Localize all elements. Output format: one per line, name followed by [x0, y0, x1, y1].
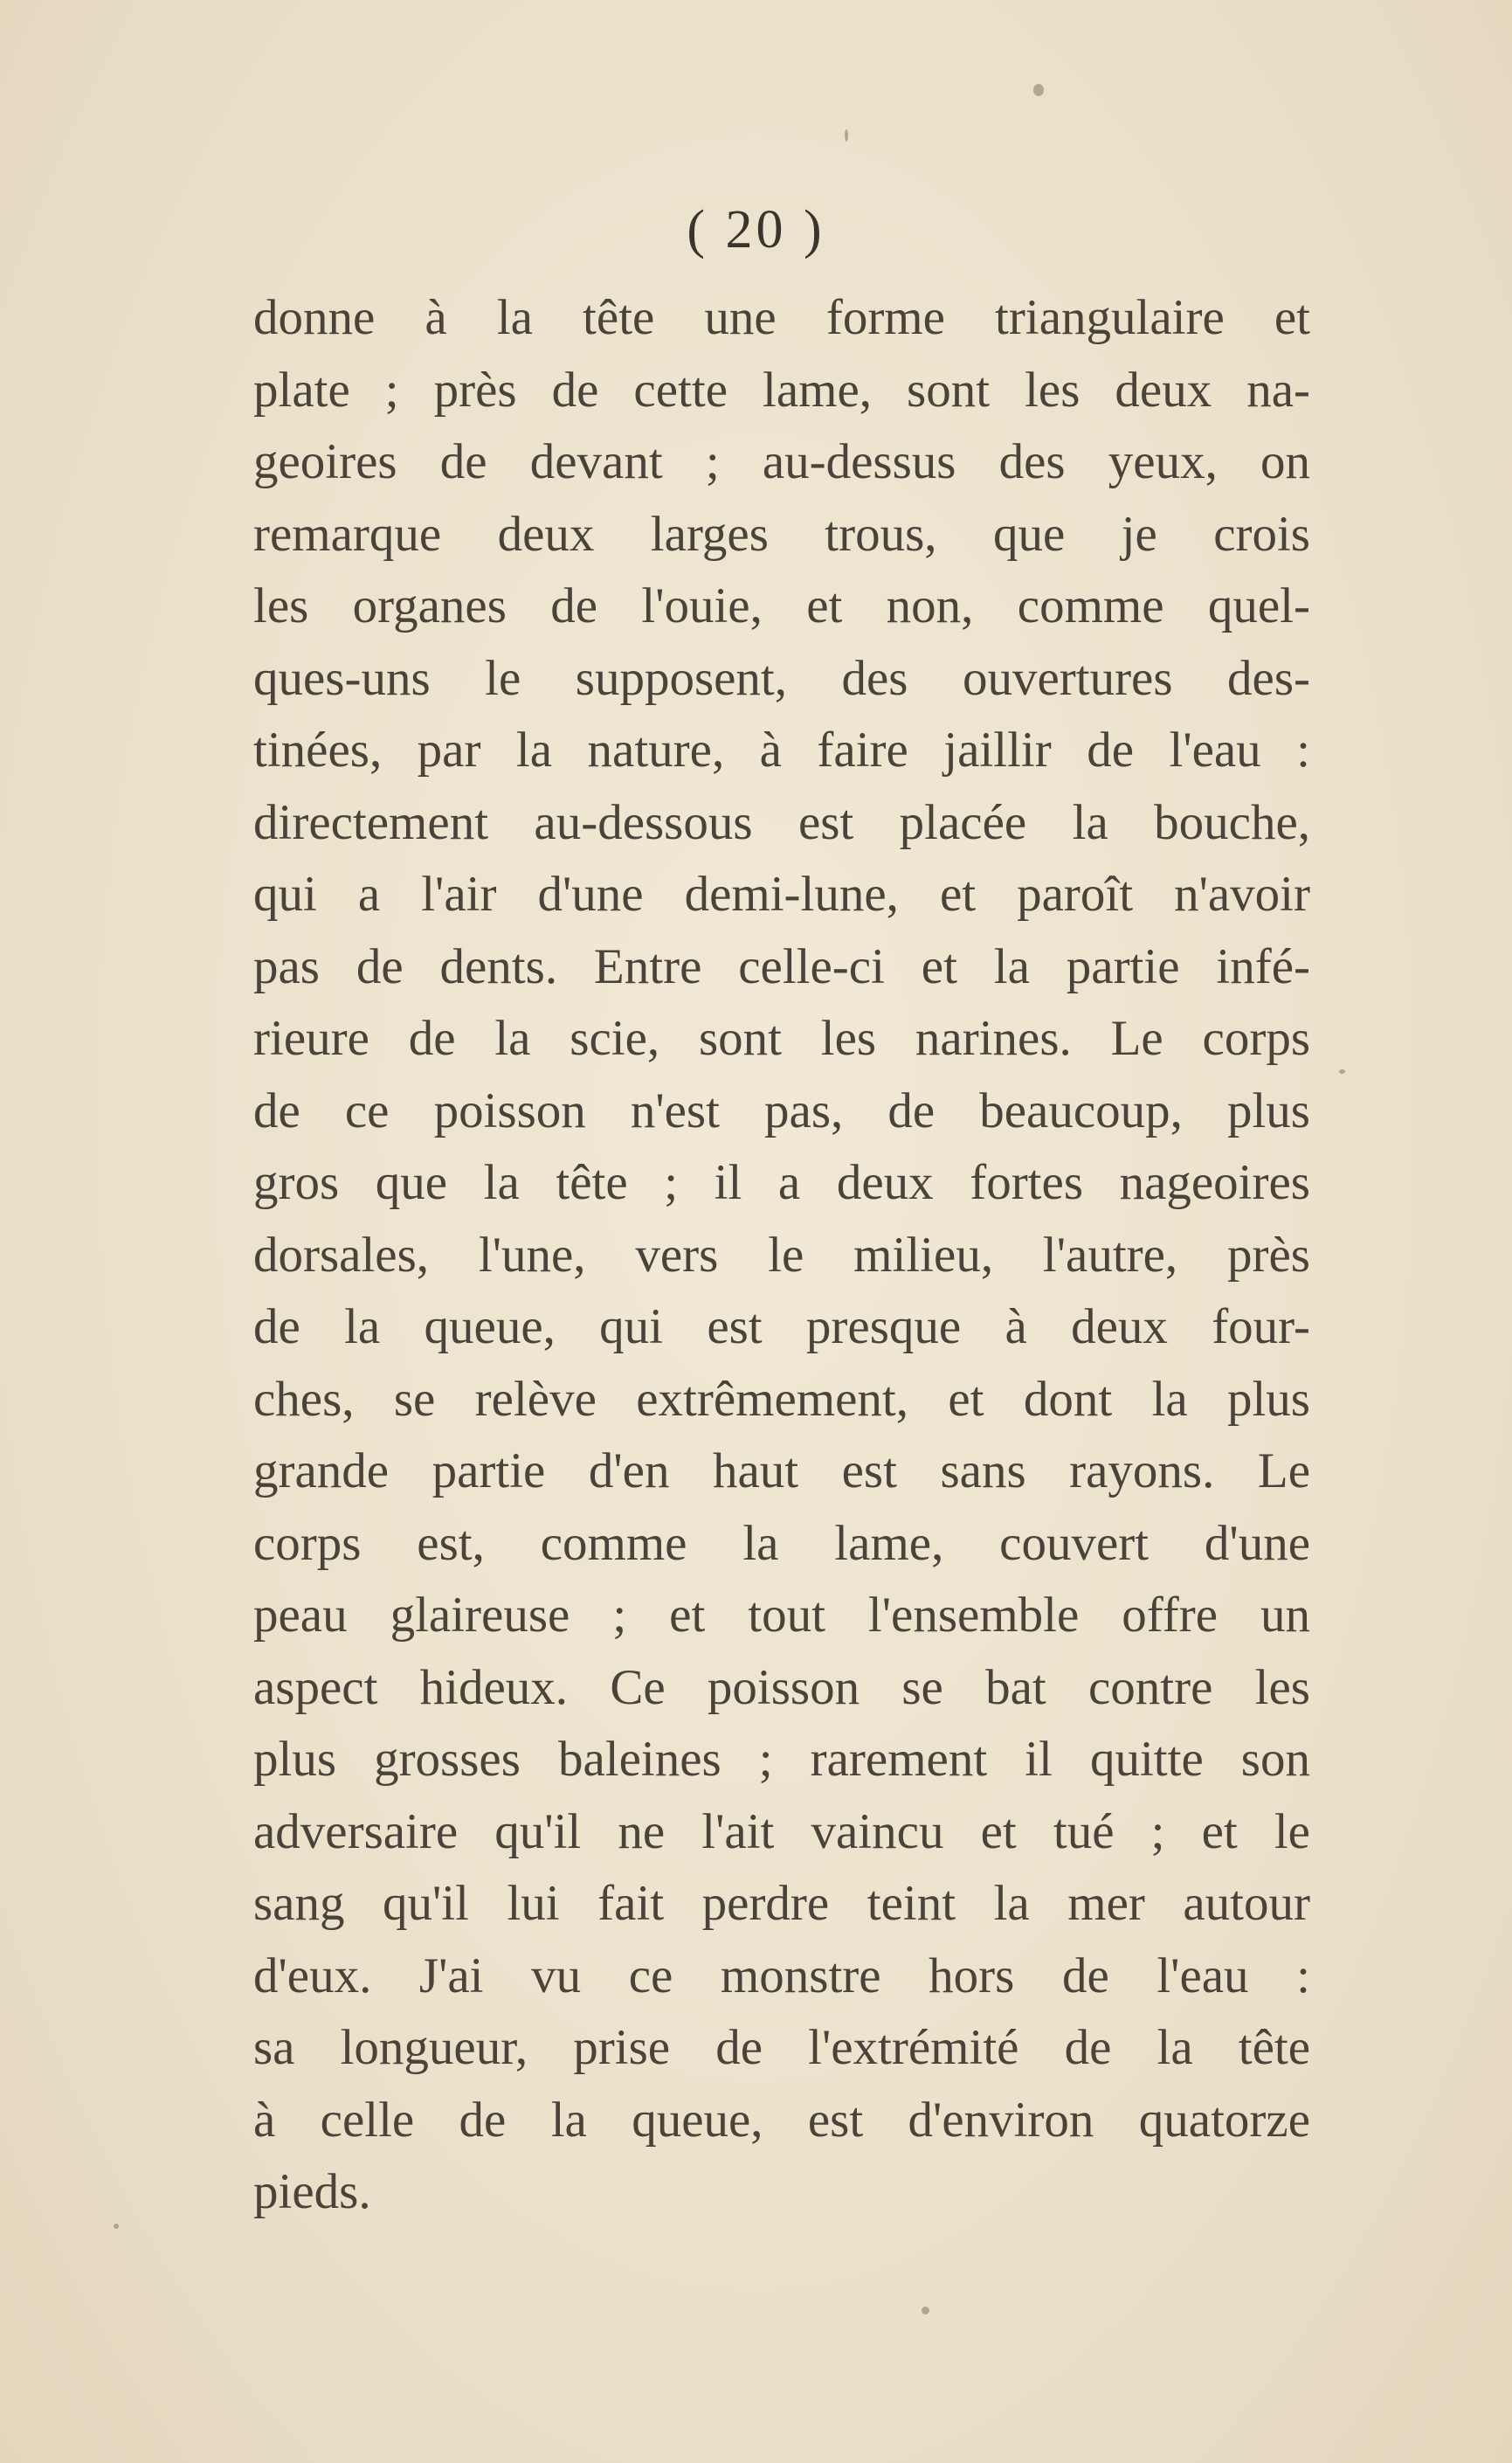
text-line: plate ; près de cette lame, sont les deux na-	[253, 362, 1310, 418]
text-line: directement au-dessous est placée la bouche,	[253, 794, 1310, 850]
text-line: plus grosses baleines ; rarement il quitte son	[253, 1732, 1310, 1787]
text-line: remarque deux larges trous, que je crois	[253, 506, 1310, 562]
paper-speck	[114, 2224, 119, 2229]
text-line: qui a l'air d'une demi-lune, et paroît n'avoir	[253, 867, 1310, 922]
paper-speck	[922, 2307, 929, 2314]
text-line: de la queue, qui est presque à deux four-	[253, 1299, 1310, 1354]
text-line: grande partie d'en haut est sans rayons. Le	[253, 1443, 1310, 1498]
text-line: ches, se relève extrêmement, et dont la plus	[253, 1371, 1310, 1427]
text-line: donne à la tête une forme triangulaire et	[253, 290, 1310, 345]
text-line: adversaire qu'il ne l'ait vaincu et tué ; et le	[253, 1803, 1310, 1859]
text-line: d'eux. J'ai vu ce monstre hors de l'eau :	[253, 1948, 1310, 2003]
text-line: rieure de la scie, sont les narines. Le corps	[253, 1011, 1310, 1066]
page-number: ( 20 )	[687, 200, 825, 259]
text-line: gros que la tête ; il a deux fortes nageoires	[253, 1155, 1310, 1210]
text-line: aspect hideux. Ce poisson se bat contre les	[253, 1659, 1310, 1715]
text-line: les organes de l'ouie, et non, comme quel-	[253, 578, 1310, 633]
text-line: corps est, comme la lame, couvert d'une	[253, 1515, 1310, 1571]
text-line: sang qu'il lui fait perdre teint la mer autour	[253, 1876, 1310, 1931]
text-line: à celle de la queue, est d'environ quatorze	[253, 2092, 1310, 2148]
text-line: pieds.	[253, 2164, 371, 2219]
text-line: dorsales, l'une, vers le milieu, l'autre, près	[253, 1227, 1310, 1283]
paper-speck	[845, 129, 848, 142]
body-text	[253, 282, 1310, 2229]
paper-speck	[1033, 84, 1044, 96]
paper-speck	[1339, 1069, 1345, 1074]
text-line: de ce poisson n'est pas, de beaucoup, plus	[253, 1083, 1310, 1138]
text-line: ques-uns le supposent, des ouvertures des-	[253, 650, 1310, 706]
text-line: tinées, par la nature, à faire jaillir de l'eau :	[253, 723, 1310, 778]
text-line: geoires de devant ; au-dessus des yeux, on	[253, 434, 1310, 489]
text-line: pas de dents. Entre celle-ci et la partie infé-	[253, 938, 1310, 994]
text-line: sa longueur, prise de l'extrémité de la tête	[253, 2020, 1310, 2075]
text-line: peau glaireuse ; et tout l'ensemble offre un	[253, 1588, 1310, 1643]
